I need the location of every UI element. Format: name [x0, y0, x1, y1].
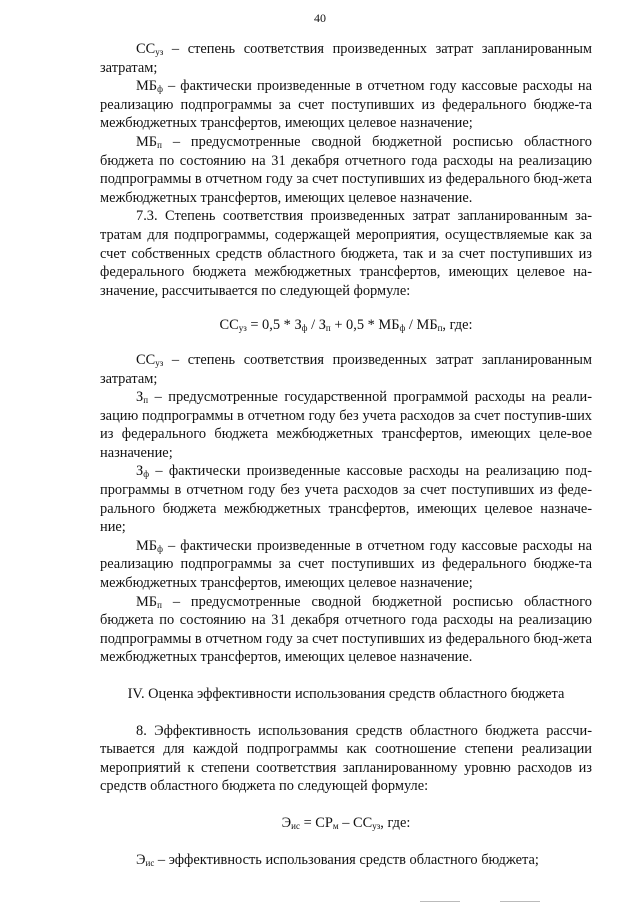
definition-e-is: $Э_{ис}$ – эффективность использования средств областного бюджета; [136, 851, 539, 868]
formula-cc-uz: $СС_{уз} = 0,5 * З_ф / З_п + 0,5 * МБ_ф / МБ_п$, где: [219, 317, 473, 334]
definition-mb-p-2: $МБ_п$ – предусмотренные сводной бюджетной росписью областного бюджета по состоянию на 31 декабря отчетного года расходы на реализацию подпрограммы в отчетном году за счет поступивших из федерального бюд-жета межбюджетных трансфертов, имеющих целевое назначение. [100, 593, 592, 666]
page-number: 40 [314, 11, 326, 25]
scan-artifact-line [500, 901, 540, 902]
definition-cc-uz: $СС_{уз}$ – степень соответствия произведенных затрат запланированным затратам; [100, 41, 592, 76]
definition-mb-f-2: $МБ_ф$ – фактически произведенные в отчетном году кассовые расходы на реализацию подпрограммы за счет поступивших из федерального бюдже-та межбюджетных трансфертов, имеющих целевое назначение; [100, 537, 592, 592]
definition-z-p: $З_п$ – предусмотренные государственной программой расходы на реали-зацию подпрограммы в отчетном году без учета расходов за счет поступив-ших из федерального бюджета межбюджетных трансфертов, имеющих целе-вое назначение; [100, 389, 592, 461]
section-heading: IV. Оценка эффективности использования средств областного бюджета [127, 686, 565, 702]
document-body [100, 40, 592, 869]
clause-8: 8. Эффективность использования средств областного бюджета рассчи-тывается для каждой подпрограммы как соотношение степени реализации мероприятий к степени соответствия запланированному уровню расходов из средств областного бюджета по следующей формуле: [100, 722, 592, 795]
scan-artifact-line [420, 901, 460, 902]
definition-mb-p: $МБ_п$ – предусмотренные сводной бюджетной росписью областного бюджета по состоянию на 31 декабря отчетного года расходы на реализацию подпрограммы в отчетном году за счет поступивших из федерального бюд-жета межбюджетных трансфертов, имеющих целевое назначение. [100, 133, 592, 206]
definition-z-f: $З_ф$ – фактически произведенные кассовые расходы на реализацию под-программы в отчетном году без учета расходов за счет поступивших из феде-рального бюджета межбюджетных трансфертов, имеющих целевое назначе-ние; [100, 463, 592, 536]
definition-cc-uz-2: $СС_{уз}$ – степень соответствия произведенных затрат запланированным затратам; [100, 351, 592, 387]
clause-7-3: 7.3. Степень соответствия произведенных затрат запланированным за-тратам для подпрограммы, содержащей мероприятия, осуществляемые как за счет собственных средств областного бюджета, так и за счет поступивших из федерального бюджета межбюджетных трансфертов, имеющих целевое на-значение, рассчитывается по следующей формуле: [100, 208, 592, 299]
formula-e-is: $Э_{ис} = СР_м - СС_{уз}$, где: [281, 814, 411, 831]
definition-mb-f: $МБ_ф$ – фактически произведенные в отчетном году кассовые расходы на реализацию подпрограммы за счет поступивших из федерального бюдже-та межбюджетных трансфертов, имеющих целевое назначение; [100, 78, 592, 132]
